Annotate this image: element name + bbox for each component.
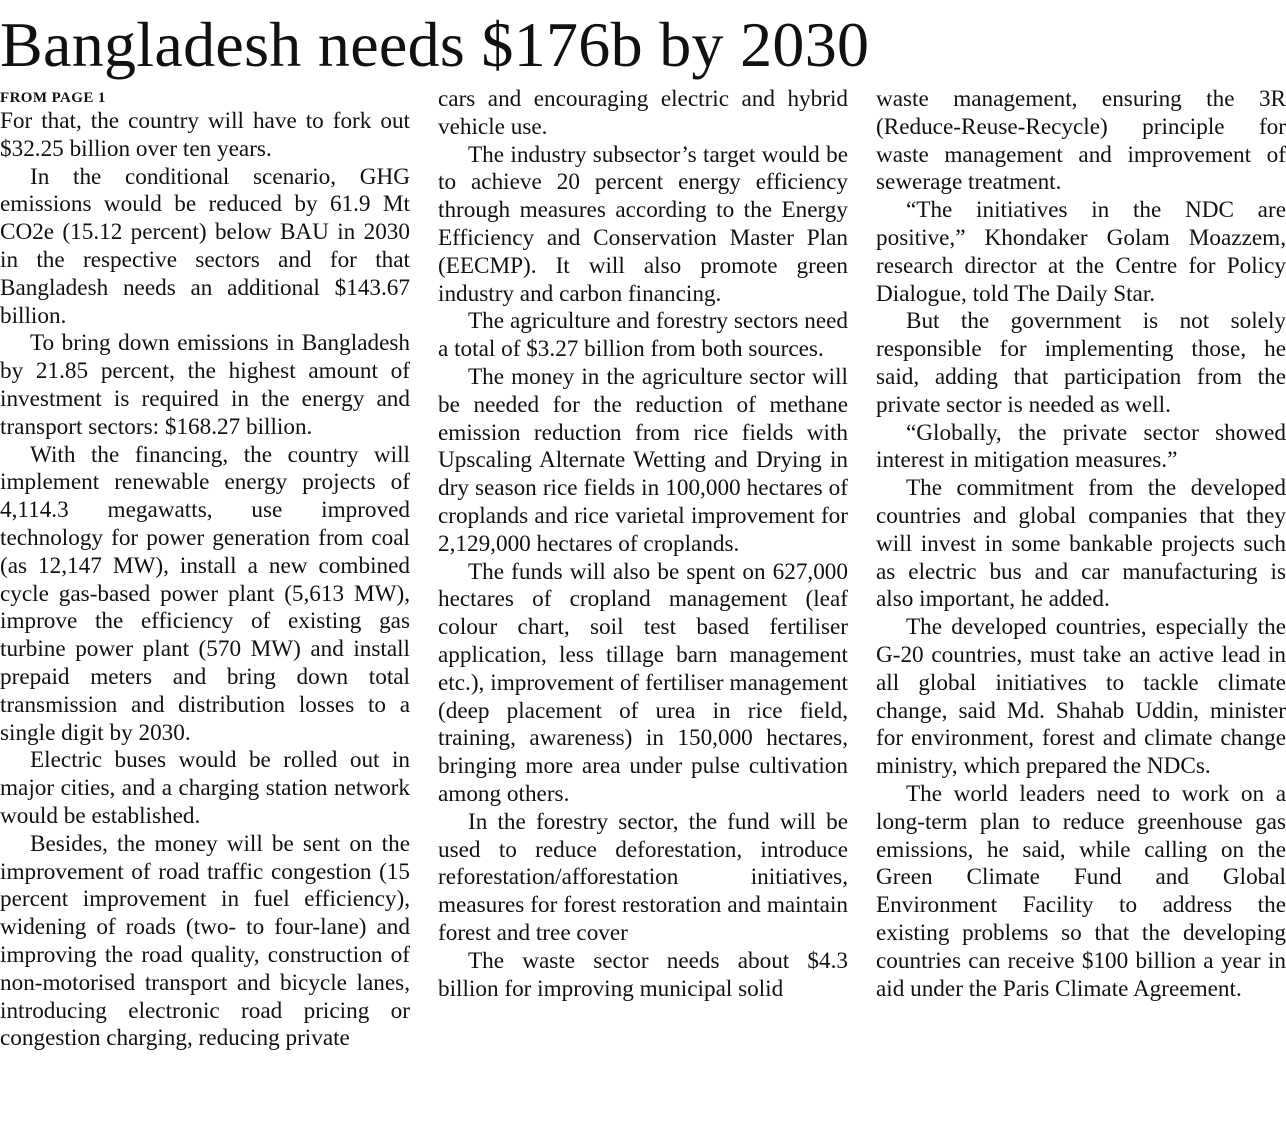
- paragraph: The developed countries, especially the G-20 countries, must take an active lead in all global initiatives to tackle climate change, said Md. Shahab Uddin, minister for environment, forest and climate change ministry, which prepared the NDCs.: [876, 614, 1286, 780]
- article-column-2: [438, 86, 848, 1142]
- paragraph: To bring down emissions in Bangladesh by 21.85 percent, the highest amount of investment is required in the energy and transport sectors: $168.27 billion.: [0, 330, 410, 440]
- paragraph: The industry subsector’s target would be to achieve 20 percent energy efficiency through measures according to the Energy Efficiency and Conservation Master Plan (EECMP). It will also promote green industry and carbon financing.: [438, 141, 848, 307]
- paragraph: The agriculture and forestry sectors need a total of $3.27 billion from both sources.: [438, 308, 848, 363]
- paragraph: cars and encouraging electric and hybrid vehicle use.: [438, 86, 848, 140]
- paragraph: waste management, ensuring the 3R (Reduce-Reuse-Recycle) principle for waste management and improvement of sewerage treatment.: [876, 86, 1286, 196]
- paragraph: In the forestry sector, the fund will be used to reduce deforestation, introduce reforestation/afforestation initiatives, measures for forest restoration and maintain forest and tree cover: [438, 808, 848, 946]
- paragraph: With the financing, the country will implement renewable energy projects of 4,114.3 megawatts, use improved technology for power generation from coal (as 12,147 MW), install a new combined cycle gas-based power plant (5,613 MW), improve the efficiency of existing gas turbine power plant (570 MW) and install prepaid meters and bring down total transmission and distribution losses to a single digit by 2030.: [0, 441, 410, 746]
- paragraph: Besides, the money will be sent on the improvement of road traffic congestion (15 percent improvement in fuel efficiency), widening of roads (two- to four-lane) and improving the road quality, construction of non-motorised transport and bicycle lanes, introducing electronic road pricing or congestion charging, reducing private: [0, 830, 410, 1052]
- paragraph: In the conditional scenario, GHG emissions would be reduced by 61.9 Mt CO2e (15.12 percent) below BAU in 2030 in the respective sectors and for that Bangladesh needs an additional $143.67 billion.: [0, 163, 410, 329]
- article-column-1: [0, 88, 410, 1144]
- paragraph: Electric buses would be rolled out in major cities, and a charging station network would be established.: [0, 747, 410, 829]
- paragraph: The money in the agriculture sector will be needed for the reduction of methane emission reduction from rice fields with Upscaling Alternate Wetting and Drying in dry season rice fields in 100,000 hectares of croplands and rice varietal improvement for 2,129,000 hectares of croplands.: [438, 363, 848, 557]
- paragraph: “The initiatives in the NDC are positive,” Khondaker Golam Moazzem, research director at the Centre for Policy Dialogue, told The Daily Star.: [876, 197, 1286, 307]
- paragraph: The commitment from the developed countries and global companies that they will invest in some bankable projects such as electric bus and car manufacturing is also important, he added.: [876, 475, 1286, 613]
- article-column-3: [876, 86, 1286, 1142]
- paragraph: “Globally, the private sector showed interest in mitigation measures.”: [876, 419, 1286, 474]
- paragraph: For that, the country will have to fork out $32.25 billion over ten years.: [0, 108, 410, 162]
- paragraph: But the government is not solely responsible for implementing those, he said, adding that participation from the private sector is needed as well.: [876, 308, 1286, 418]
- paragraph: The funds will also be spent on 627,000 hectares of cropland management (leaf colour chart, soil test based fertiliser application, less tillage barn management etc.), improvement of fertiliser management (deep placement of urea in rice field, training, awareness) in 150,000 hectares, bringing more area under pulse cultivation among others.: [438, 558, 848, 807]
- kicker-from-page: FROM PAGE 1: [0, 90, 106, 106]
- paragraph: The waste sector needs about $4.3 billion for improving municipal solid: [438, 947, 848, 1002]
- paragraph: The world leaders need to work on a long-term plan to reduce greenhouse gas emissions, he said, while calling on the Green Climate Fund and Global Environment Facility to address the existing problems so that the developing countries can receive $100 billion a year in aid under the Paris Climate Agreement.: [876, 780, 1286, 1002]
- headline: Bangladesh needs $176b by 2030: [0, 9, 870, 80]
